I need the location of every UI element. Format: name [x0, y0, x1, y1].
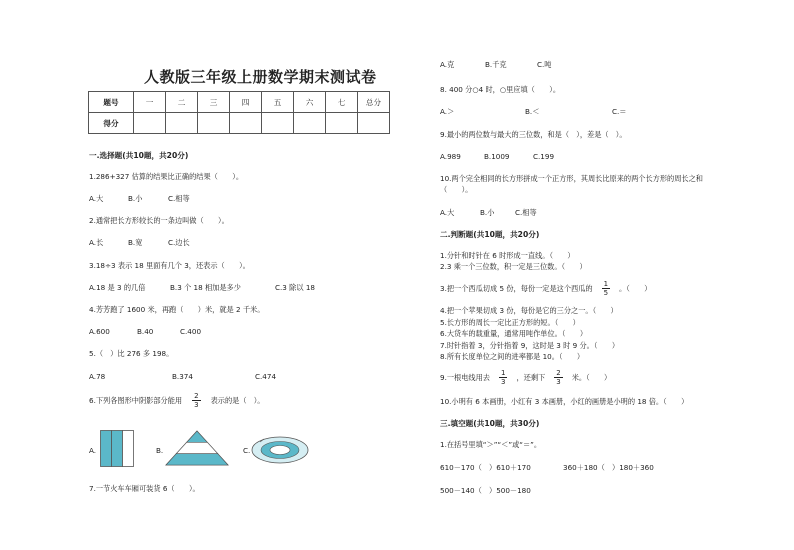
q7-option-c: C.吨 — [537, 60, 552, 69]
section-judgement-heading: 二.判断题(共10题，共20分) — [440, 230, 540, 239]
q6-fraction-denominator: 3 — [194, 400, 199, 409]
q6-text-before: 6.下列各图形中阴影部分能用 — [89, 395, 183, 405]
q6-option-a: A. — [89, 446, 97, 455]
score-header-cell: 七 — [326, 92, 358, 113]
score-table — [88, 91, 390, 134]
q6-text-after: 表示的是（ ）。 — [210, 395, 265, 405]
question-4: 4.芳芳跑了 1600 米，再跑（ ）米，就是 2 千米。 — [89, 305, 265, 314]
q1-option-c: C.相等 — [168, 194, 190, 203]
question-2: 2.通常把长方形较长的一条边叫做（ ）。 — [89, 216, 229, 225]
score-cell[interactable] — [230, 113, 262, 134]
j3-fraction-numerator: 1 — [603, 279, 609, 288]
score-header-cell: 六 — [294, 92, 326, 113]
q4-option-c: C.400 — [180, 327, 202, 336]
judgement-1: 1.分针和时针在 6 时形成一直线。（ ） — [440, 251, 575, 260]
judgement-8: 8.所有长度单位之间的进率都是 10。（ ） — [440, 352, 585, 361]
q2-option-b: B.宽 — [128, 238, 143, 247]
score-cell[interactable] — [262, 113, 294, 134]
q5-option-c: C.474 — [255, 372, 277, 381]
score-row — [89, 113, 390, 134]
q3-option-c: C.3 除以 18 — [275, 283, 315, 292]
score-cell[interactable] — [134, 113, 166, 134]
j9-fraction-1 — [499, 369, 507, 386]
judgement-3 — [440, 278, 651, 298]
q1-option-b: B.小 — [128, 194, 143, 203]
fill-1-item-3: 500－140（ ）500－180 — [440, 486, 531, 495]
score-cell[interactable] — [358, 113, 390, 134]
question-7: 7.一节火车车厢可装货 6（ ）。 — [89, 484, 200, 493]
q1-option-a: A.大 — [89, 194, 104, 203]
q6-option-c: C. — [243, 446, 251, 455]
q9-option-a: A.989 — [440, 152, 461, 161]
q4-option-a: A.600 — [89, 327, 110, 336]
question-10-line-1: 10.两个完全相同的长方形拼成一个正方形，其周长比原来的两个长方形的周长之和 — [440, 174, 703, 183]
figure-b-layered-triangle — [164, 430, 230, 466]
fill-1-item-1: 610－170（ ）610＋170 — [440, 463, 531, 472]
q10-option-c: C.相等 — [515, 208, 537, 217]
q6-option-b: B. — [156, 446, 164, 455]
j9-fraction-2 — [554, 369, 562, 386]
j9-fraction-2-denominator: 3 — [556, 377, 561, 386]
score-cell[interactable] — [294, 113, 326, 134]
question-9: 9.最小的两位数与最大的三位数，和是（ ），差是（ ）。 — [440, 130, 627, 139]
score-cell[interactable] — [166, 113, 198, 134]
j3-text-before: 3.把一个西瓜切成 5 份，每份一定是这个西瓜的 — [440, 283, 593, 293]
score-header-cell: 题号 — [89, 92, 134, 113]
judgement-2: 2.3 乘一个三位数，积一定是三位数。（ ） — [440, 262, 587, 271]
q7-option-b: B.千克 — [485, 60, 507, 69]
q5-option-a: A.78 — [89, 372, 106, 381]
j9-text-middle: ，还剩下 — [516, 372, 546, 382]
j3-fraction-denominator: 5 — [603, 288, 609, 297]
score-cell[interactable] — [326, 113, 358, 134]
q8-option-a: A.＞ — [440, 107, 455, 116]
q9-option-c: C.199 — [533, 152, 555, 161]
j3-fraction — [602, 280, 610, 297]
score-row-label: 得分 — [89, 113, 134, 134]
q2-option-a: A.长 — [89, 238, 104, 247]
section-choice-heading: 一.选择题(共10题，共20分) — [89, 151, 189, 160]
q3-option-b: B.3 个 18 相加是多少 — [170, 283, 241, 292]
fill-1-item-2: 360＋180（ ）180＋360 — [563, 463, 654, 472]
score-header-cell: 二 — [166, 92, 198, 113]
score-header-cell: 四 — [230, 92, 262, 113]
j9-fraction-2-numerator: 2 — [556, 368, 561, 377]
judgement-10: 10.小明有 6 本画册，小红有 3 本画册，小红的画册是小明的 18 倍。（ ） — [440, 397, 689, 406]
q10-option-b: B.小 — [480, 208, 495, 217]
judgement-7: 7.时针指着 3，分针指着 9，这时是 3 时 9 分。（ ） — [440, 341, 620, 350]
j9-text-after: 米。（ ） — [571, 372, 612, 382]
question-10-line-2: （ ）。 — [440, 185, 473, 194]
judgement-4: 4.把一个苹果切成 3 份，每份是它的三分之一。（ ） — [440, 306, 618, 315]
q9-option-b: B.1009 — [484, 152, 510, 161]
question-8: 8. 400 分○4 时，○里应填（ ）。 — [440, 85, 561, 94]
figure-a-three-strips — [100, 430, 136, 468]
q3-option-a: A.18 是 3 的几倍 — [89, 283, 146, 292]
q4-option-b: B.40 — [137, 327, 154, 336]
score-header-row — [89, 92, 390, 113]
q2-option-c: C.边长 — [168, 238, 190, 247]
score-header-cell: 一 — [134, 92, 166, 113]
j9-text-before: 9.一根电线用去 — [440, 372, 490, 382]
j3-text-after: 。（ ） — [619, 283, 652, 293]
figure-c-concentric-ellipses — [250, 434, 310, 466]
q5-option-b: B.374 — [172, 372, 193, 381]
q8-option-c: C.＝ — [612, 107, 627, 116]
q10-option-a: A.大 — [440, 208, 455, 217]
judgement-9 — [440, 367, 611, 387]
q8-option-b: B.＜ — [525, 107, 540, 116]
q6-fraction-numerator: 2 — [194, 391, 199, 400]
score-header-cell: 三 — [198, 92, 230, 113]
j9-fraction-1-numerator: 1 — [500, 368, 506, 377]
question-5: 5.（ ）比 276 多 198。 — [89, 349, 174, 358]
q6-fraction — [192, 392, 200, 409]
question-3: 3.18÷3 表示 18 里面有几个 3，还表示（ ）。 — [89, 261, 250, 270]
score-header-cell: 五 — [262, 92, 294, 113]
judgement-5: 5.长方形的周长一定比正方形的短。（ ） — [440, 318, 580, 327]
fill-1-instruction: 1.在括号里填“＞”“＜”或“＝”。 — [440, 440, 542, 449]
question-6 — [89, 390, 264, 410]
question-1: 1.286+327 估算的结果比正确的结果（ ）。 — [89, 172, 244, 181]
section-fill-heading: 三.填空题(共10题，共30分) — [440, 419, 540, 428]
judgement-6: 6.大货车的载重量，通常用吨作单位。（ ） — [440, 329, 588, 338]
q7-option-a: A.克 — [440, 60, 455, 69]
score-cell[interactable] — [198, 113, 230, 134]
exam-title: 人教版三年级上册数学期末测试卷 — [144, 68, 377, 86]
score-header-cell: 总分 — [358, 92, 390, 113]
j9-fraction-1-denominator: 3 — [500, 377, 506, 386]
